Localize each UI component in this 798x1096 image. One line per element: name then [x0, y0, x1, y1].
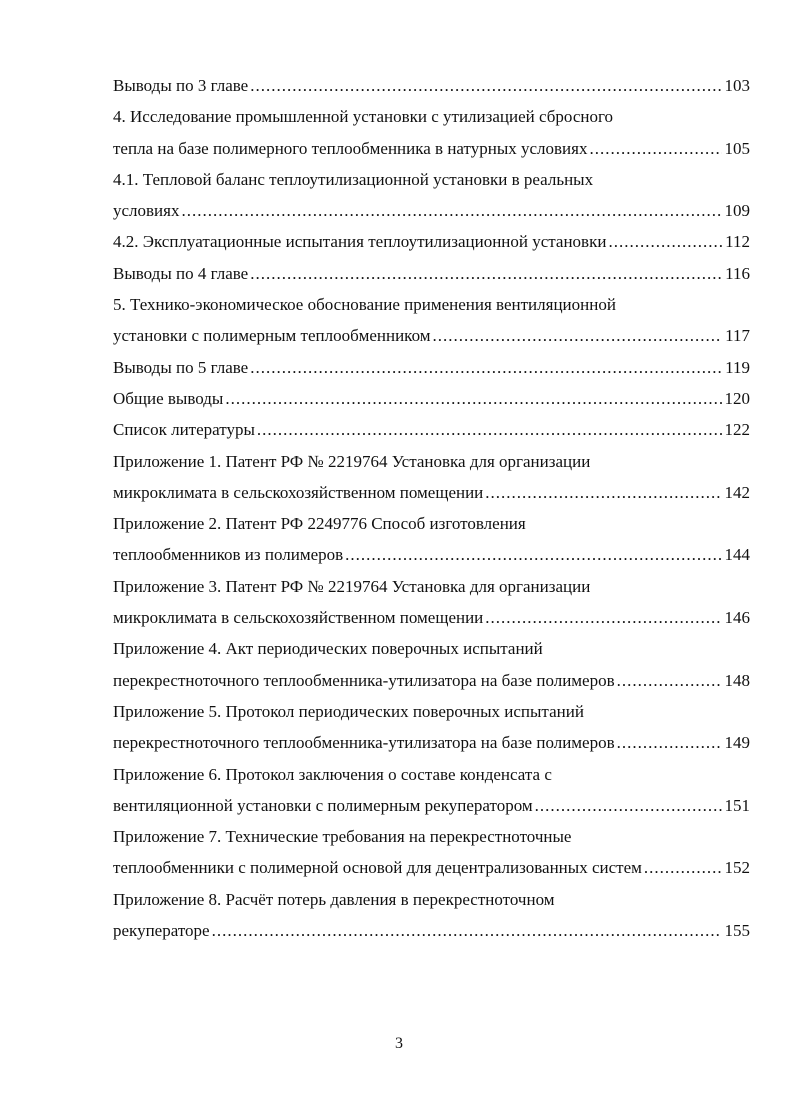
toc-entry-page: 103: [724, 76, 750, 95]
toc-entry-last-line: [113, 915, 750, 946]
toc-entry-line: [113, 633, 750, 664]
toc-entry-last-line: [113, 70, 750, 101]
table-of-contents: [113, 70, 750, 946]
toc-entry[interactable]: [113, 508, 750, 571]
toc-entry-title: Выводы по 5 главе: [113, 357, 249, 377]
toc-entry-title: условиях: [113, 201, 180, 221]
dot-leader: [181, 195, 721, 226]
toc-entry-line: [113, 101, 750, 132]
toc-entry-page: 119: [725, 357, 750, 377]
toc-entry-title: установки с полимерным теплообменником: [113, 326, 431, 346]
toc-entry-last-line: [113, 852, 750, 883]
dot-leader: [433, 320, 723, 351]
toc-entry-last-line: [113, 602, 750, 633]
toc-entry[interactable]: [113, 352, 750, 383]
toc-entry-line: [113, 446, 750, 477]
toc-entry[interactable]: [113, 289, 750, 352]
toc-entry[interactable]: [113, 821, 750, 884]
toc-entry-title: 4.2. Эксплуатационные испытания теплоутилизационной установки: [113, 232, 607, 252]
toc-entry-last-line: [113, 414, 750, 445]
toc-entry-last-line: [113, 477, 750, 508]
toc-entry-title: Выводы по 3 главе: [113, 76, 249, 95]
page-number: 3: [395, 1035, 403, 1052]
dot-leader: [250, 352, 722, 383]
toc-entry-last-line: [113, 195, 750, 226]
toc-entry-last-line: [113, 133, 750, 164]
toc-entry[interactable]: [113, 164, 750, 227]
toc-entry-line: [113, 289, 750, 320]
toc-entry-last-line: [113, 258, 750, 289]
toc-entry-title: 5. Технико-экономическое обоснование применения вентиляционной: [113, 295, 616, 315]
dot-leader: [617, 727, 722, 758]
toc-entry[interactable]: [113, 414, 750, 445]
toc-entry-title: Приложение 1. Патент РФ № 2219764 Установка для организации: [113, 451, 591, 471]
toc-entry-line: [113, 696, 750, 727]
toc-entry-title: Приложение 3. Патент РФ № 2219764 Установка для организации: [113, 576, 591, 596]
toc-entry-title: теплообменники с полимерной основой для децентрализованных систем: [113, 858, 642, 878]
toc-entry[interactable]: [113, 70, 750, 101]
dot-leader: [485, 477, 721, 508]
toc-entry-line: [113, 884, 750, 915]
toc-entry-title: Приложение 2. Патент РФ 2249776 Способ изготовления: [113, 514, 526, 534]
toc-entry-last-line: [113, 383, 750, 414]
toc-entry[interactable]: [113, 383, 750, 414]
toc-entry-title: Приложение 8. Расчёт потерь давления в перекрестноточном: [113, 889, 555, 909]
toc-entry[interactable]: [113, 101, 750, 164]
toc-entry-line: [113, 821, 750, 852]
toc-entry[interactable]: [113, 226, 750, 257]
toc-entry-last-line: [113, 665, 750, 696]
toc-entry-title: микроклимата в сельскохозяйственном помещении: [113, 482, 484, 502]
toc-entry-last-line: [113, 790, 750, 821]
dot-leader: [345, 539, 721, 570]
toc-entry-title: Список литературы: [113, 420, 255, 440]
toc-entry-page: 105: [724, 138, 750, 158]
dot-leader: [257, 414, 722, 445]
toc-entry-title: Приложение 5. Протокол периодических поверочных испытаний: [113, 701, 584, 721]
dot-leader: [608, 226, 722, 257]
toc-entry-page: 142: [724, 482, 750, 502]
dot-leader: [250, 70, 721, 101]
toc-entry-page: 144: [724, 545, 750, 565]
toc-entry-page: 152: [724, 858, 750, 878]
toc-entry-page: 122: [724, 420, 750, 440]
toc-entry[interactable]: [113, 759, 750, 822]
toc-entry-title: микроклимата в сельскохозяйственном помещении: [113, 608, 484, 628]
toc-entry[interactable]: [113, 258, 750, 289]
toc-entry-line: [113, 571, 750, 602]
dot-leader: [485, 602, 721, 633]
dot-leader: [535, 790, 722, 821]
toc-entry-line: [113, 508, 750, 539]
dot-leader: [225, 383, 721, 414]
dot-leader: [589, 133, 721, 164]
toc-entry-title: Приложение 4. Акт периодических поверочных испытаний: [113, 639, 543, 659]
toc-entry[interactable]: [113, 696, 750, 759]
toc-entry[interactable]: [113, 446, 750, 509]
dot-leader: [644, 852, 722, 883]
toc-entry-page: 109: [724, 201, 750, 221]
toc-entry-title: Приложение 7. Технические требования на перекрестноточные: [113, 827, 572, 847]
toc-entry-last-line: [113, 727, 750, 758]
toc-entry[interactable]: [113, 571, 750, 634]
toc-entry-title: Приложение 6. Протокол заключения о составе конденсата с: [113, 764, 552, 784]
toc-entry-page: 120: [724, 388, 750, 408]
toc-entry[interactable]: [113, 884, 750, 947]
dot-leader: [617, 665, 722, 696]
toc-entry-last-line: [113, 320, 750, 351]
toc-entry-title: 4. Исследование промышленной установки с утилизацией сбросного: [113, 107, 614, 127]
toc-entry-page: 151: [724, 795, 750, 815]
toc-entry-line: [113, 759, 750, 790]
toc-entry-page: 149: [724, 733, 750, 753]
dot-leader: [250, 258, 722, 289]
toc-entry-page: 117: [725, 326, 750, 346]
toc-entry-title: вентиляционной установки с полимерным рекуператором: [113, 795, 533, 815]
toc-entry-title: перекрестноточного теплообменника-утилизатора на базе полимеров: [113, 733, 615, 753]
toc-entry-title: Выводы по 4 главе: [113, 263, 249, 283]
toc-entry[interactable]: [113, 633, 750, 696]
toc-entry-title: Общие выводы: [113, 388, 224, 408]
dot-leader: [212, 915, 722, 946]
toc-entry-title: перекрестноточного теплообменника-утилизатора на базе полимеров: [113, 670, 615, 690]
toc-entry-page: 116: [725, 263, 750, 283]
toc-entry-title: 4.1. Тепловой баланс теплоутилизационной установки в реальных: [113, 169, 594, 189]
toc-entry-line: [113, 164, 750, 195]
toc-entry-last-line: [113, 539, 750, 570]
toc-entry-page: 112: [725, 232, 750, 252]
toc-entry-title: тепла на базе полимерного теплообменника в натурных условиях: [113, 138, 588, 158]
toc-entry-title: рекуператоре: [113, 921, 210, 941]
toc-entry-page: 155: [724, 921, 750, 941]
toc-entry-title: теплообменников из полимеров: [113, 545, 344, 565]
toc-entry-page: 148: [724, 670, 750, 690]
toc-entry-last-line: [113, 226, 750, 257]
toc-entry-page: 146: [724, 608, 750, 628]
toc-entry-last-line: [113, 352, 750, 383]
